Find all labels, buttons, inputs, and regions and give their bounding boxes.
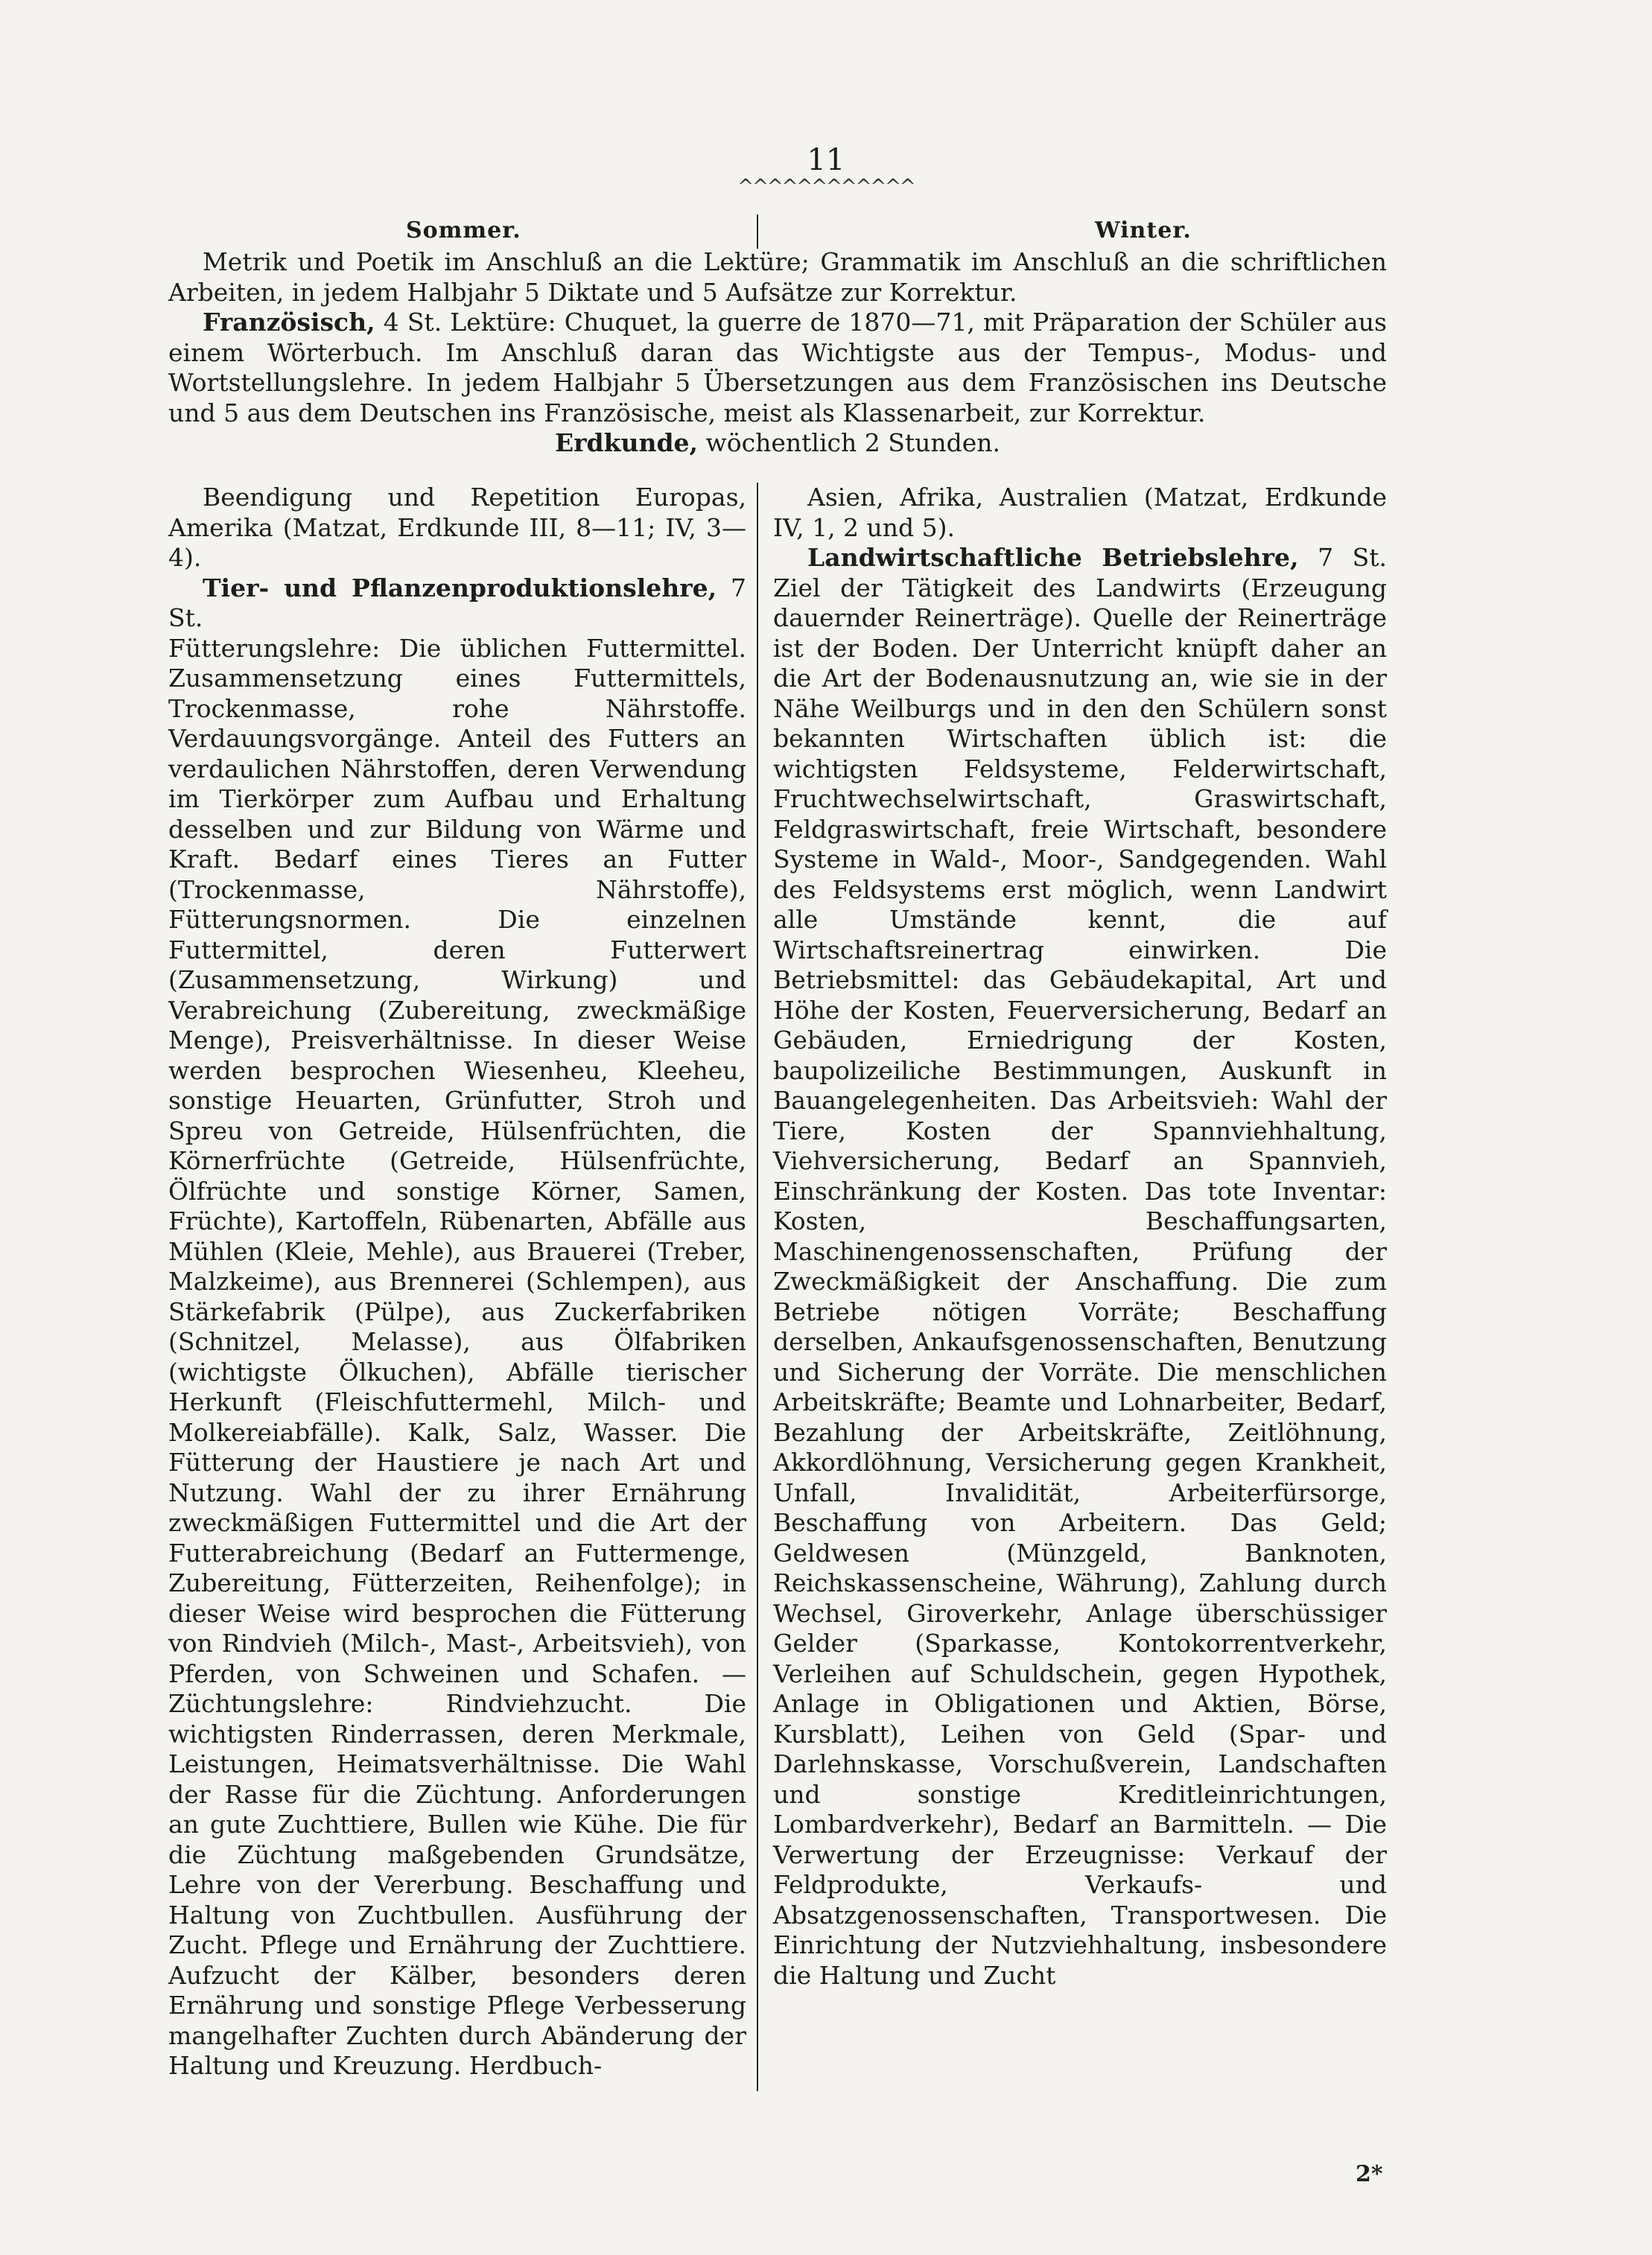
summer-column: [168, 483, 746, 2081]
erdkunde-hours: wöchentlich 2 Stunden.: [705, 428, 1000, 457]
metrik-paragraph: Metrik und Poetik im Anschluß an die Lektüre; Grammatik im Anschluß an die schriftlichen Arbeiten, in jedem Halbjahr 5 Diktate und 5 Aufsätze zur Korrektur.: [168, 247, 1387, 307]
page-number: 11: [807, 143, 845, 177]
fuetterungslehre-text: Die üblichen Futtermittel. Zusammensetzung eines Futtermittels, Trockenmasse, rohe Nährstoffe. Verdauungsvorgänge. Anteil des Futters an verdaulichen Nährstoffen, deren Verwendung im Tierkörper zum Aufbau und Erhaltung desselben und zur Bildung von Wärme und Kraft. Bedarf eines Tieres an Futter (Trockenmasse, Nährstoffe), Fütterungsnormen. Die einzelnen Futtermittel, deren Futterwert (Zusammensetzung, Wirkung) und Verabreichung (Zubereitung, zweckmäßige Menge), Preisverhältnisse. In dieser Weise werden besprochen Wiesenheu, Kleeheu, sonstige Heuarten, Grünfutter, Stroh und Spreu von Getreide, Hülsenfrüchten, die Körnerfrüchte (Getreide, Hülsenfrüchte, Ölfrüchte und sonstige Körner, Samen, Früchte), Kartoffeln, Rübenarten, Abfälle aus Mühlen (Kleie, Mehle), aus Brauerei (Treber, Malzkeime), aus Brennerei (Schlempen), aus Stärkefabrik (Pülpe), aus Zuckerfabriken (Schnitzel, Melasse), aus Ölfabriken (wichtigste Ölkuchen), Abfälle tierischer Herkunft (Fleischfuttermehl, Milch- und Molkereiabfälle). Kalk, Salz, Wasser. Die Fütterung der Haustiere je nach Art und Nutzung. Wahl der zu ihrer Ernährung zweckmäßigen Futtermittel und die Art der Futterabreichung (Bedarf an Futtermenge, Zubereitung, Fütterzeiten, Reihenfolge); in dieser Weise wird besprochen die Fütterung von Rindvieh (Milch-, Mast-, Arbeitsvieh), von Pferden, von Schweinen und Schafen. —: [168, 633, 746, 1688]
signature-mark: 2*: [1356, 2161, 1383, 2187]
zuechtungslehre-label: Züchtungslehre:: [168, 1689, 374, 1718]
decorative-rule: ^^^^^^^^^^^^: [737, 176, 915, 198]
winter-erdkunde: Asien, Afrika, Australien (Matzat, Erdkunde IV, 1, 2 und 5).: [773, 483, 1387, 542]
summer-header: Sommer.: [406, 217, 521, 244]
franzoesisch-heading: Französisch,: [203, 308, 375, 337]
betrieb-text: das Gebäudekapital, Art und Höhe der Kosten, Feuerversicherung, Bedarf an Gebäuden, Erniedrigung der Kosten, baupolizeiliche Bestimmungen, Auskunft in Bauangelegenheiten. Das Arbeitsvieh: Wahl der Tiere, Kosten der Spannviehhaltung, Viehversicherung, Bedarf an Spannvieh, Einschränkung der Kosten. Das tote Inventar: Kosten, Beschaffungsarten, Maschinengenossenschaften, Prüfung der Zweckmäßigkeit der Anschaffung. Die zum Betriebe nötigen Vorräte; Beschaffung derselben, Ankaufsgenossenschaften, Benutzung und Sicherung der Vorräte. Die menschlichen Arbeitskräfte; Beamte und Lohnarbeiter, Bedarf, Bezahlung der Arbeitskräfte, Zeitlöhnung, Akkordlöhnung, Versicherung gegen Krankheit, Unfall, Invalidität, Arbeiterfürsorge, Beschaffung von Arbeitern. Das Geld; Geldwesen (Münzgeld, Banknoten, Reichskassenscheine, Währung), Zahlung durch Wechsel, Giroverkehr, Anlage überschüssiger Gelder (Sparkasse, Kontokorrentverkehr, Verleihen auf Schuldschein, gegen Hypothek, Anlage in Obligationen und Aktien, Börse, Kursblatt), Leihen von Geld (Spar- und Darlehnskasse, Vorschußverein, Landschaften und sonstige Kreditleinrichtungen, Lombardverkehr), Bedarf an Barmitteln. — Die Verwertung der Erzeugnisse: Verkauf der Feldprodukte, Verkaufs- und Absatzgenossenschaften, Transportwesen. Die Einrichtung der Nutzviehhaltung, insbesondere die Haltung und Zucht: [773, 965, 1387, 1990]
betrieb-hours: 7 St.: [1318, 543, 1388, 572]
tier-heading: Tier- und Pflanzenproduktionslehre,: [203, 573, 717, 602]
tier-hours: 7 St.: [168, 573, 746, 632]
betrieb-paragraph: [773, 543, 1387, 1991]
fuetterungslehre-paragraph: [168, 634, 746, 2081]
column-divider: [757, 483, 758, 2091]
winter-header: Winter.: [1095, 217, 1192, 244]
erdkunde-heading-line: [168, 428, 1387, 459]
fuetterungslehre-label: Fütterungslehre:: [168, 633, 381, 663]
winter-column: [773, 483, 1387, 1991]
tier-heading-line: [168, 573, 746, 634]
erdkunde-heading: Erdkunde,: [554, 428, 699, 457]
zuechtungslehre-text: Rindviehzucht. Die wichtigsten Rinderrassen, deren Merkmale, Leistungen, Heimatsverhältnisse. Die Wahl der Rasse für die Züchtung. Anforderungen an gute Zuchttiere, Bullen wie Kühe. Die für die Züchtung maßgebenden Grundsätze, Lehre von der Vererbung. Beschaffung und Haltung von Zuchtbullen. Ausführung der Zucht. Pflege und Ernährung der Zuchttiere. Aufzucht der Kälber, besonders deren Ernährung und sonstige Pflege Verbesserung mangelhafter Zuchten durch Abänderung der Haltung und Kreuzung. Herdbuch-: [168, 1689, 746, 2080]
betrieb-heading: Landwirtschaftliche Betriebslehre,: [807, 543, 1299, 572]
franzoesisch-text: 4 St. Lektüre: Chuquet, la guerre de 1870—71, mit Präparation der Schüler aus einem Wörterbuch. Im Anschluß daran das Wichtigste aus der Tempus-, Modus- und Wortstellungslehre. In jedem Halbjahr 5 Übersetzungen aus dem Französischen ins Deutsche und 5 aus dem Deutschen ins Französische, meist als Klassenarbeit, zur Korrektur.: [168, 308, 1387, 427]
betrieb-intro: Ziel der Tätigkeit des Landwirts (Erzeugung dauernder Reinerträge). Quelle der Reinerträge ist der Boden. Der Unterricht knüpft daher an die Art der Bodenausnutzung an, wie sie in der Nähe Weilburgs und in den den Schülern sonst bekannten Wirtschaften üblich ist: die wichtigsten Feldsysteme, Felderwirtschaft, Fruchtwechselwirtschaft, Graswirtschaft, Feldgraswirtschaft, freie Wirtschaft, besondere Systeme in Wald-, Moor-, Sandgegenden. Wahl des Feldsystems erst möglich, wenn Landwirt alle Umstände kennt, die auf Wirtschaftsreinertrag einwirken. Die Betriebsmittel:: [773, 573, 1387, 994]
franzoesisch-paragraph: [168, 308, 1387, 428]
summer-erdkunde: Beendigung und Repetition Europas, Amerika (Matzat, Erdkunde III, 8—11; IV, 3—4).: [168, 483, 746, 572]
intro-section: [168, 247, 1387, 459]
column-divider-top: [757, 214, 758, 249]
